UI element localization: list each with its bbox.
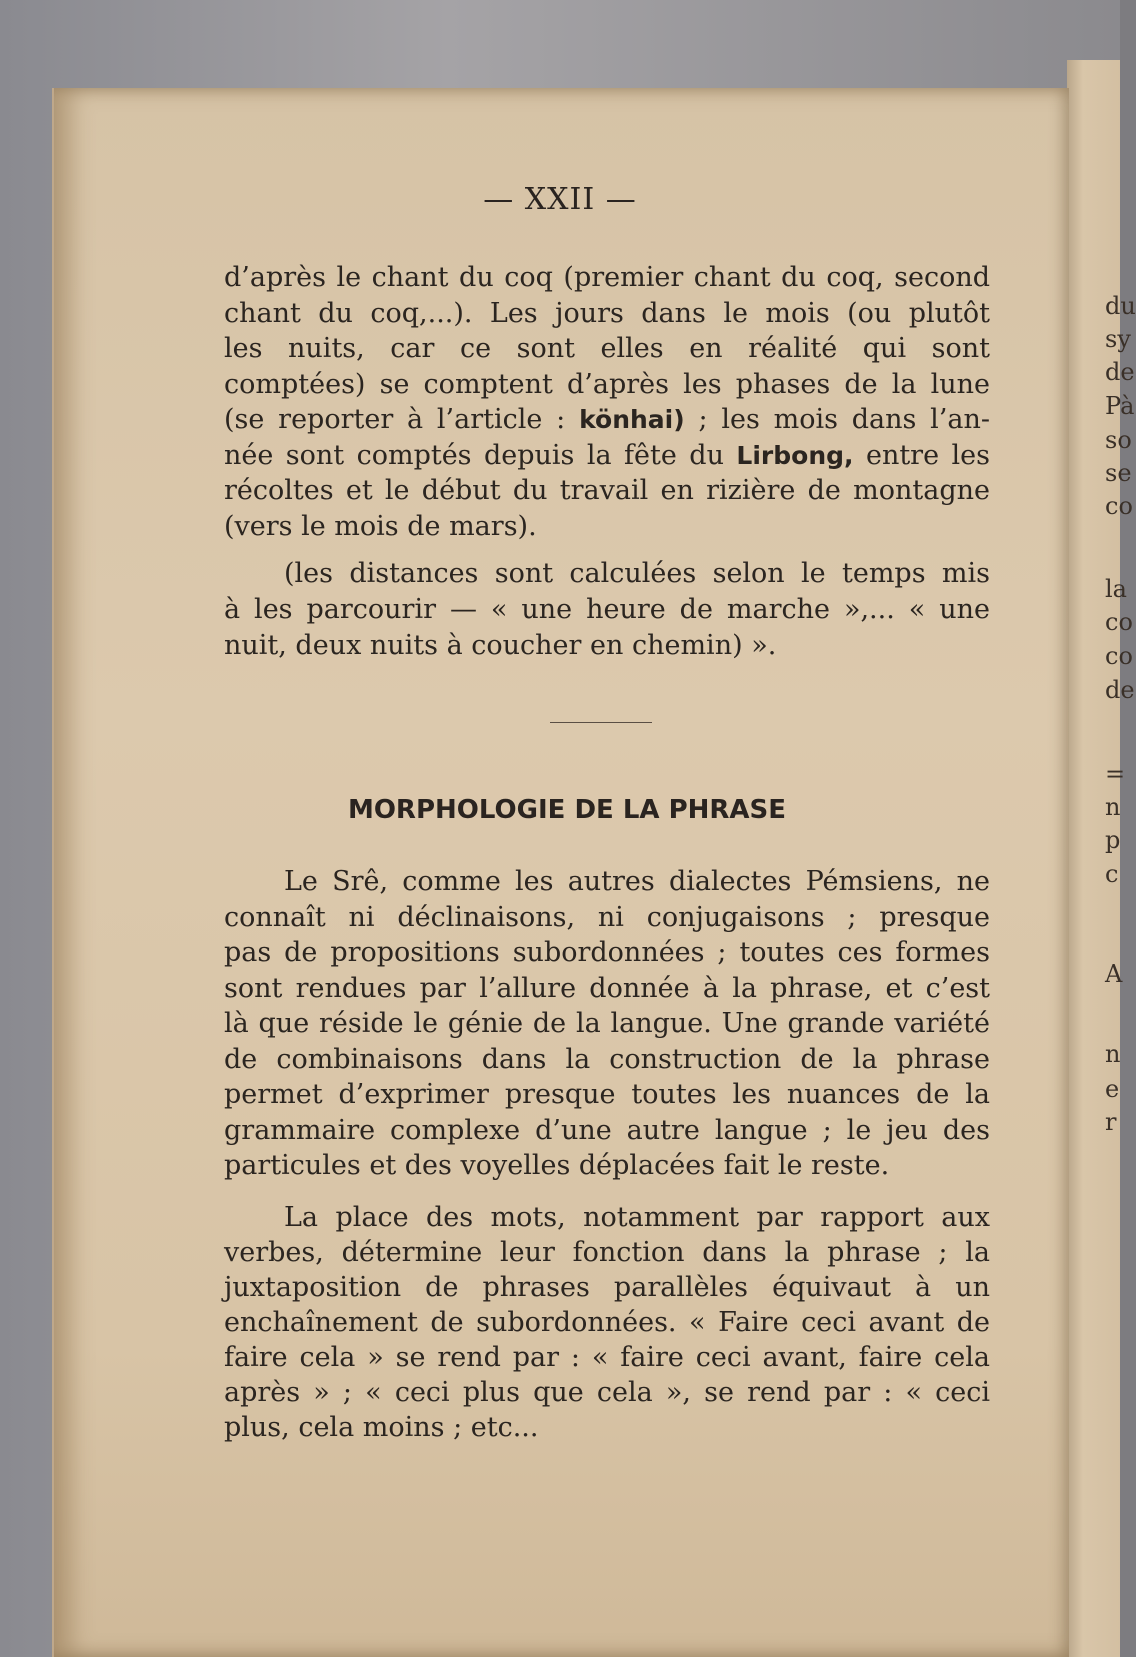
paragraph1-line: les nuits, car ce sont elles en réalité qui sont [224, 333, 990, 364]
paragraph2-line: nuit, deux nuits à coucher en chemin) ». [224, 630, 777, 661]
facing-page-fragment: du [1105, 292, 1136, 320]
paragraph1-line: d’après le chant du coq (premier chant du coq, second [224, 262, 990, 293]
bold-term: Lirbong, [736, 440, 854, 470]
paragraph2-line: (les distances sont calculées selon le temps mis [284, 558, 990, 589]
facing-page-fragment: A [1105, 960, 1123, 988]
section-divider [550, 722, 652, 723]
bold-term: könhai) [579, 405, 685, 434]
paragraph3-line: pas de propositions subordonnées ; toutes ces formes [224, 937, 990, 968]
facing-page-fragment: co [1105, 492, 1133, 520]
paragraph2-line: à les parcourir — « une heure de marche »,... « une [224, 594, 990, 625]
facing-page-fragment: se [1105, 459, 1132, 487]
paragraph3-line: permet d’exprimer presque toutes les nuances de la [224, 1079, 990, 1110]
paragraph3-line: là que réside le génie de la langue. Une grande variété [224, 1008, 990, 1039]
paragraph1-line: récoltes et le début du travail en rizière de montagne [224, 475, 990, 506]
facing-page-fragment: c [1105, 860, 1119, 888]
facing-page-fragment: de [1105, 676, 1135, 704]
facing-page-fragment: de [1105, 358, 1135, 386]
paragraph3-line: grammaire complexe d’une autre langue ; le jeu des [224, 1114, 990, 1146]
paragraph3-line: Le Srê, comme les autres dialectes Pémsiens, ne [284, 866, 990, 897]
paragraph3-line: sont rendues par l’allure donnée à la phrase, et c’est [224, 972, 990, 1004]
facing-page-fragment: n [1105, 1040, 1121, 1068]
facing-page-fragment: sy [1105, 325, 1131, 353]
paragraph3-line: de combinaisons dans la construction de la phrase [224, 1043, 990, 1075]
paragraph3-line: connaît ni déclinaisons, ni conjugaisons ; presque [224, 901, 990, 933]
facing-page-fragment: la [1105, 575, 1127, 603]
facing-page-fragment: co [1105, 608, 1133, 636]
paragraph4-line: verbes, détermine leur fonction dans la phrase ; la [224, 1237, 990, 1268]
paragraph3-line: particules et des voyelles déplacées fait le reste. [224, 1150, 890, 1181]
facing-page-fragment: p [1105, 826, 1121, 854]
paragraph1-line: comptées) se comptent d’après les phases de la lune [224, 368, 990, 400]
page-number: — XXII — [483, 182, 637, 217]
facing-page-fragment: r [1105, 1108, 1117, 1136]
paragraph4-line: enchaînement de subordonnées. « Faire ceci avant de [224, 1307, 990, 1338]
paragraph4-line: plus, cela moins ; etc... [224, 1412, 539, 1443]
paragraph4-line: après » ; « ceci plus que cela », se rend par : « ceci [224, 1377, 990, 1408]
paragraph1-line: née sont comptés depuis la fête du Lirbong, entre les [224, 439, 990, 471]
facing-page-fragment: co [1105, 642, 1133, 670]
section-heading: MORPHOLOGIE DE LA PHRASE [347, 795, 787, 825]
paragraph1-line: chant du coq,...). Les jours dans le mois (ou plutôt [224, 297, 990, 329]
facing-page-fragment: n [1105, 793, 1121, 821]
facing-page-fragment: Pà [1105, 392, 1135, 420]
paragraph4-line: La place des mots, notamment par rapport aux [284, 1202, 990, 1233]
paragraph1-line: (vers le mois de mars). [224, 510, 537, 542]
paragraph1-line: (se reporter à l’article : könhai) ; les mois dans l’an- [224, 404, 991, 435]
facing-page-fragment: e [1105, 1075, 1120, 1103]
paragraph4-line: juxtaposition de phrases parallèles équivaut à un [224, 1272, 990, 1303]
facing-page-fragment: = [1105, 760, 1126, 788]
paragraph4-line: faire cela » se rend par : « faire ceci avant, faire cela [224, 1342, 990, 1373]
facing-page-fragment: so [1105, 426, 1132, 454]
